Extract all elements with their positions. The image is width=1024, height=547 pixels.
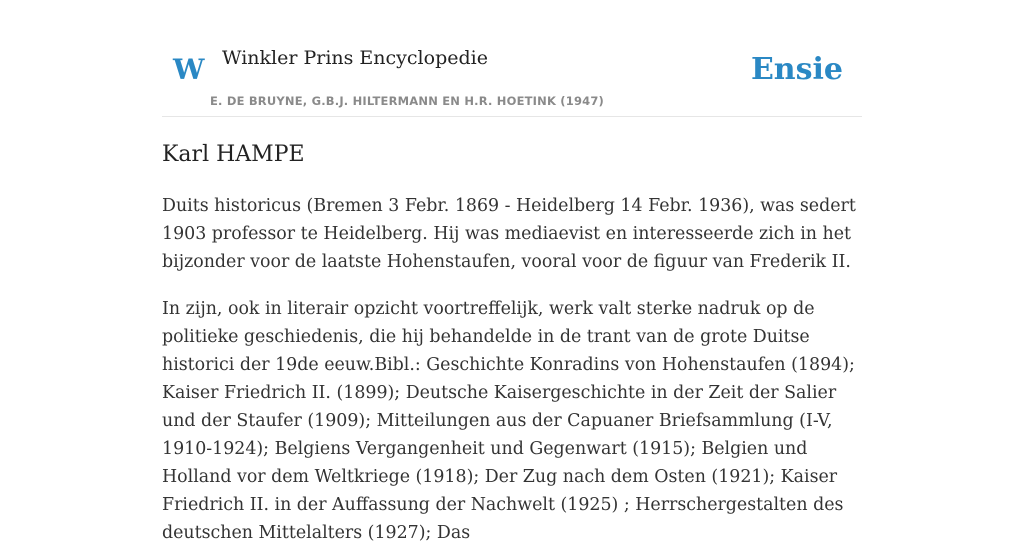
article-paragraph: Duits historicus (Bremen 3 Febr. 1869 - Heidelberg 14 Febr. 1936), was sedert 1903 professor te Heidelberg. Hij was mediaevist en interesseerde zich in het bijzonder voor de laatste Hohenstaufen, vooral voor de figuur van Frederik II. xyxy=(162,196,856,272)
encyclopedia-authors: E. DE BRUYNE, G.B.J. HILTERMANN EN H.R. HOETINK (1947) xyxy=(210,94,605,108)
article-paragraph: In zijn, ook in literair opzicht voortreffelijk, werk valt sterke nadruk op de politieke geschiedenis, die hij behandelde in de trant van de grote Duitse historici der 19de eeuw.Bibl.: Geschichte Konradins von Hohenstaufen (1894); Kaiser Friedrich II. (1899); Deutsche Kaisergeschichte in der Zeit der Salier und der Staufer (1909); Mitteilungen aus der Capuaner Briefsammlung (I-V, 1910-1924); Belgiens Vergangenheit und Gegenwart (1915); Belgien und Holland vor dem Weltkriege (1918); Der Zug nach dem Osten (1921); Kaiser Friedrich II. in der Auffassung der Nachwelt (1925) ; Herrschergestalten des deutschen Mittelalters (1927); Das xyxy=(162,299,855,543)
encyclopedia-title-link[interactable]: Winkler Prins Encyclopedie xyxy=(222,47,488,69)
article xyxy=(162,140,862,547)
site-header xyxy=(162,0,862,117)
winkler-prins-logo[interactable]: W xyxy=(173,53,205,86)
article-title: Karl HAMPE xyxy=(162,142,305,167)
ensie-brand-logo[interactable]: Ensie xyxy=(750,52,843,87)
